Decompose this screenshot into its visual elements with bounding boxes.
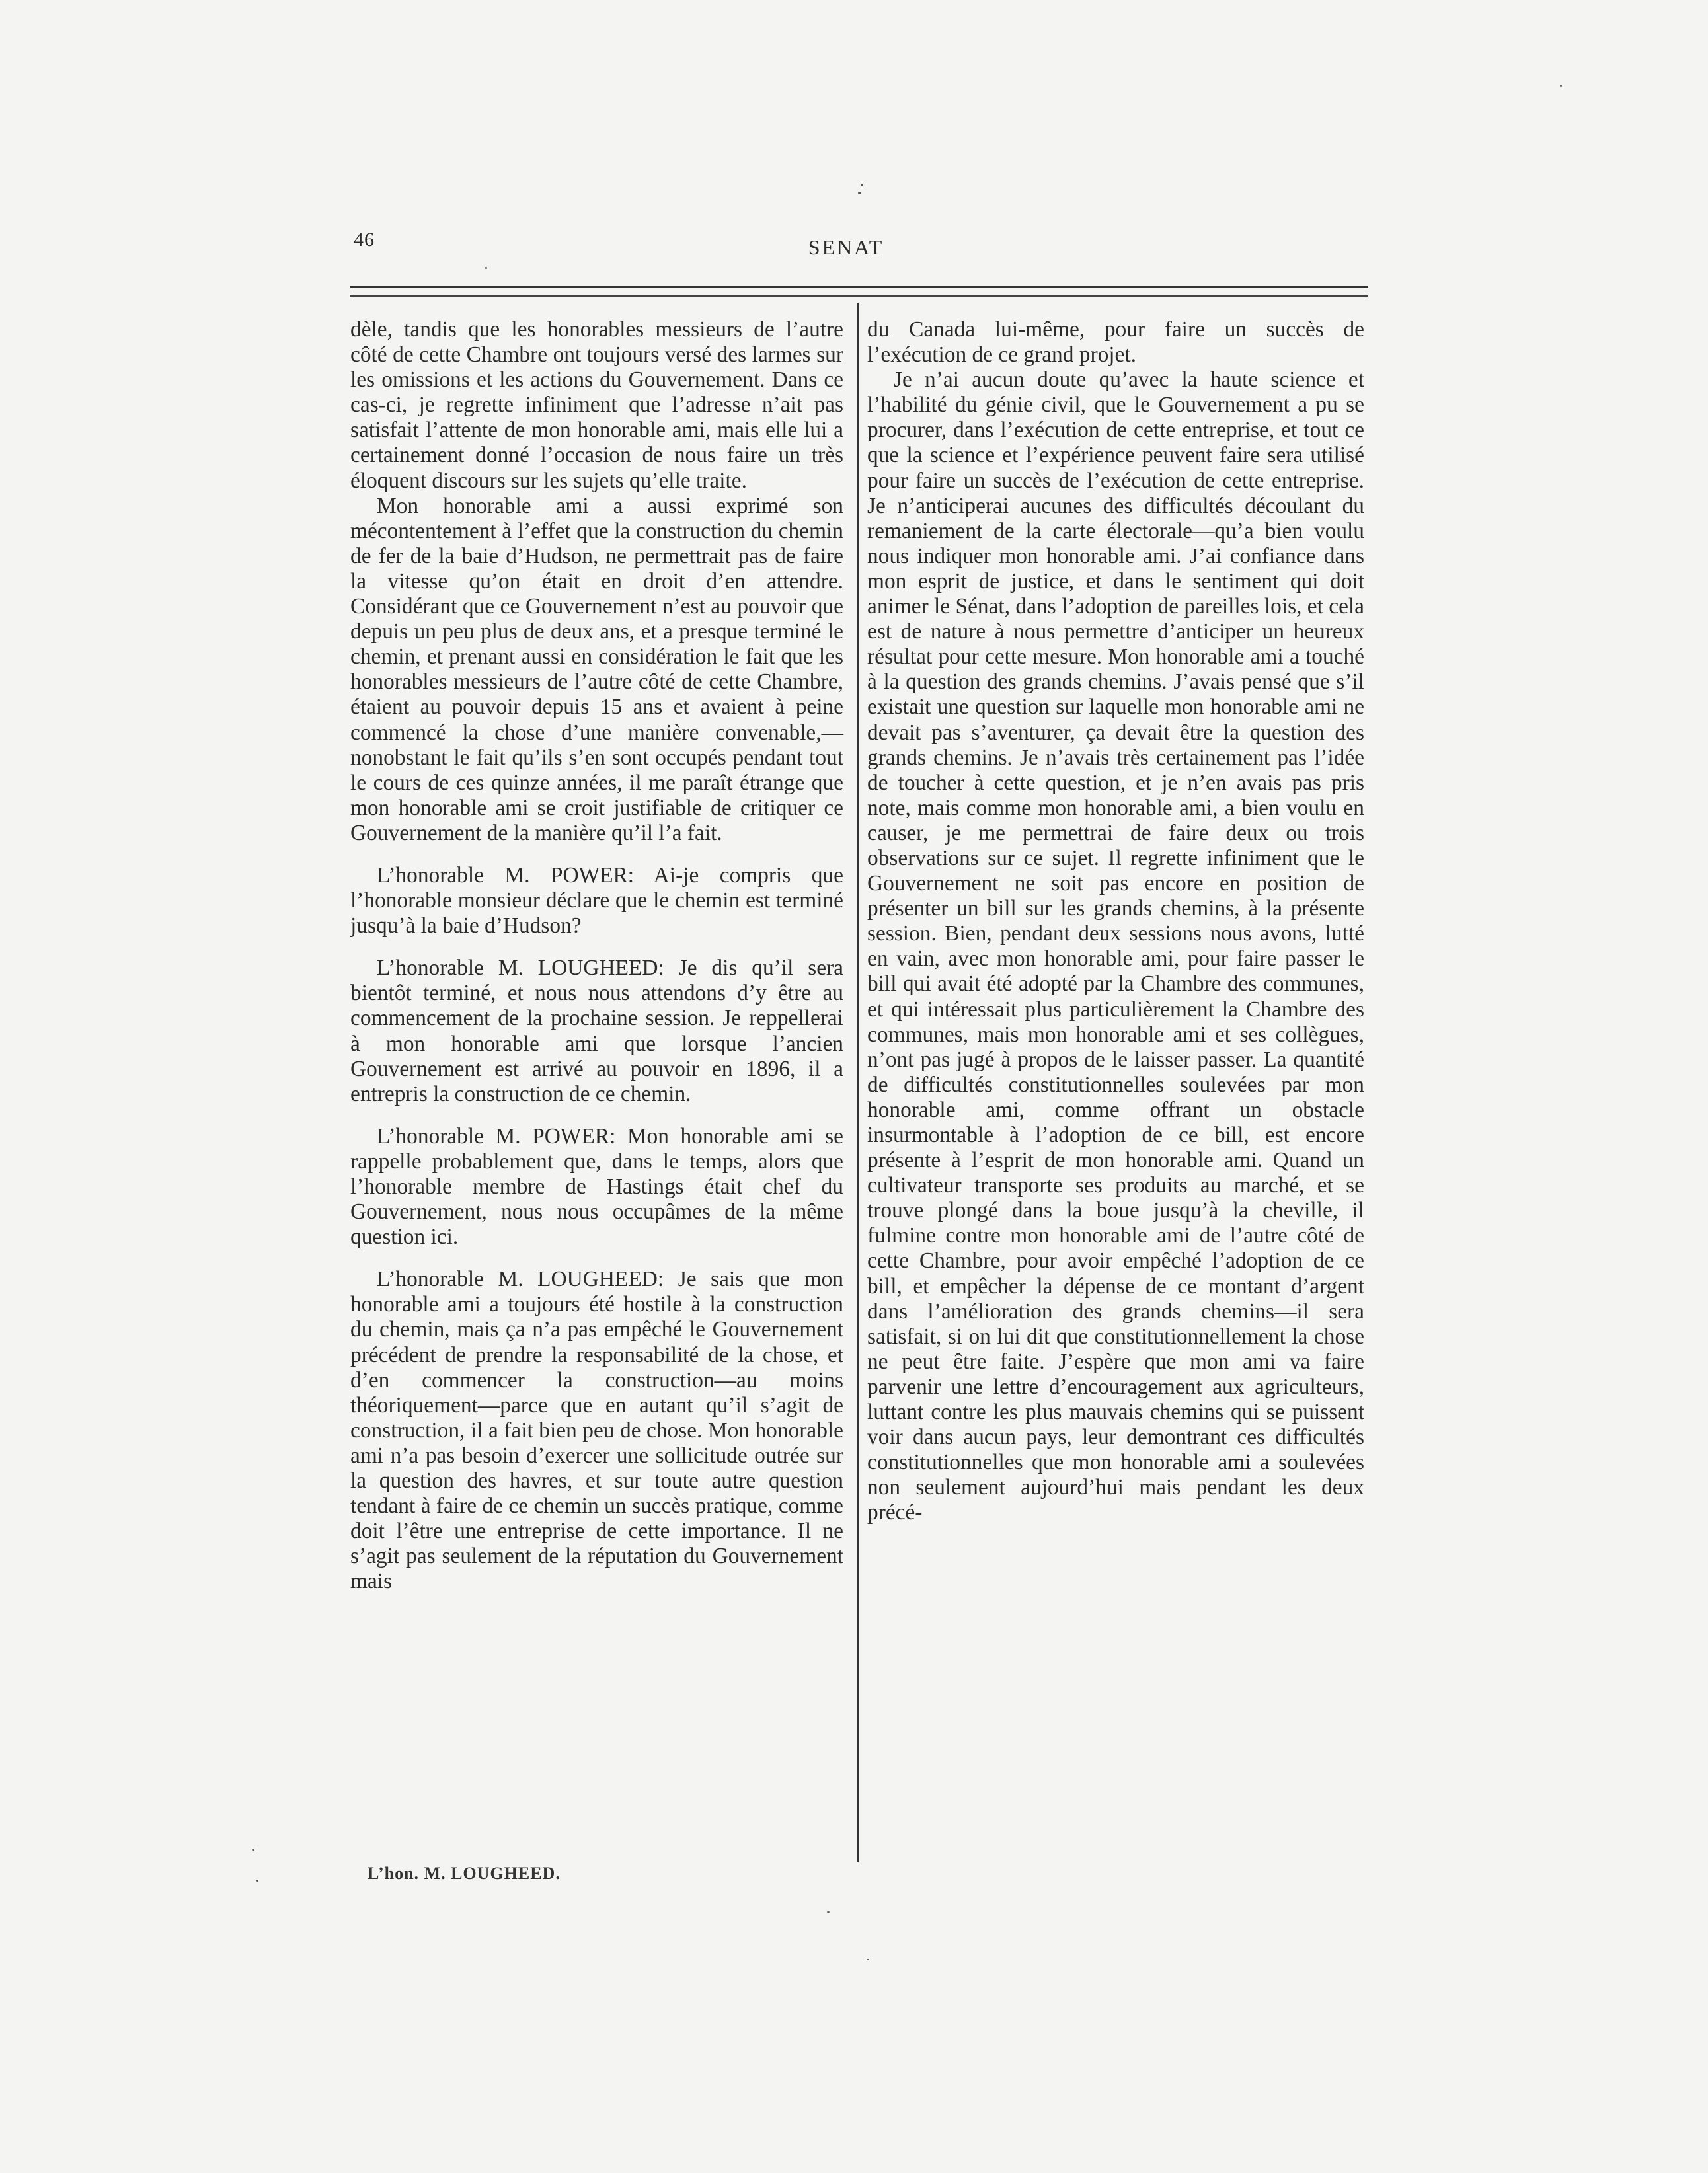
- speech-paragraph: L’honorable M. LOUGHEED: Je dis qu’il sera bientôt terminé, et nous nous attendons d’y être au commencement de la prochaine session. Je reppellerai à mon honorable ami que lorsque l’ancien Gouvernement est arrivé au pouvoir en 1896, il a entrepris la construction de ce chemin.: [350, 956, 843, 1106]
- scan-speck: [252, 1849, 254, 1851]
- scan-speck: [485, 267, 487, 269]
- header-rule-thin: [350, 295, 1368, 297]
- header-rule-thick: [350, 286, 1368, 288]
- footer-speaker: L’hon. M. LOUGHEED.: [368, 1864, 561, 1883]
- scan-speck: [827, 1911, 830, 1913]
- column-divider: [857, 303, 859, 1862]
- page-number: 46: [354, 229, 375, 250]
- paragraph: dèle, tandis que les honorables messieurs de l’autre côté de cette Chambre ont toujours versé des larmes sur les omissions et les actions du Gouvernement. Dans ce cas-ci, je regrette infiniment que l’adresse n’ait pas satisfait l’attente de mon honorable ami, mais elle lui a certainement donné l’occasion de nous faire un très éloquent discours sur les sujets qu’elle traite.: [350, 317, 843, 493]
- scan-speck: [861, 184, 863, 186]
- speech-paragraph: L’honorable M. POWER: Mon honorable ami se rappelle probablement que, dans le temps, alors que l’honorable membre de Hastings était chef du Gouvernement, nous nous occupâmes de la même question ici.: [350, 1124, 843, 1250]
- scan-speck: [867, 1959, 869, 1960]
- running-head: SENAT: [808, 235, 884, 259]
- left-column: [350, 317, 843, 1595]
- speech-paragraph: L’honorable M. LOUGHEED: Je sais que mon honorable ami a toujours été hostile à la construction du chemin, mais ça n’a pas empêché le Gouvernement précédent de prendre la responsabilité de la chose, et d’en commencer la construction—au moins théoriquement—parce que en autant qu’il s’agit de construction, il a fait bien peu de chose. Mon honorable ami n’a pas besoin d’exercer une sollicitude outrée sur la question des havres, et sur toute autre question tendant à faire de ce chemin un succès pratique, comme doit l’être une entreprise de cette importance. Il ne s’agit pas seulement de la réputation du Gouvernement mais: [350, 1267, 843, 1594]
- scan-speck: [1560, 85, 1562, 87]
- paragraph: Mon honorable ami a aussi exprimé son mécontentement à l’effet que la construction du chemin de fer de la baie d’Hudson, ne permettrait pas de faire la vitesse qu’on était en droit d’en attendre. Considérant que ce Gouvernement n’est au pouvoir que depuis un peu plus de deux ans, et a presque terminé le chemin, et prenant aussi en considération le fait que les honorables messieurs de l’autre côté de cette Chambre, étaient au pouvoir depuis 15 ans et avaient à peine commencé la chose d’une manière convenable,—nonobstant le fait qu’ils s’en sont occupés pendant tout le cours de ces quinze années, il me paraît étrange que mon honorable ami se croit justifiable de critiquer ce Gouvernement de la manière qu’il l’a fait.: [350, 493, 843, 845]
- speech-paragraph: L’honorable M. POWER: Ai-je compris que l’honorable monsieur déclare que le chemin est terminé jusqu’à la baie d’Hudson?: [350, 862, 843, 938]
- paragraph: Je n’ai aucun doute qu’avec la haute science et l’habilité du génie civil, que le Gouvernement a pu se procurer, dans l’exécution de cette entreprise, et tout ce que la science et l’expérience peuvent faire sera utilisé pour faire un succès de l’exécution de cette entreprise. Je n’anticiperai aucunes des difficultés découlant du remaniement de la carte électorale—qu’a bien voulu nous indiquer mon honorable ami. J’ai confiance dans mon esprit de justice, et dans le sentiment qui doit animer le Sénat, dans l’adoption de pareilles lois, et cela est de nature à nous permettre d’anticiper un heureux résultat pour cette mesure. Mon honorable ami a touché à la question des grands chemins. J’avais pensé que s’il existait une question sur laquelle mon honorable ami ne devait pas s’aventurer, ça devait être la question des grands chemins. Je n’avais très certainement pas l’idée de toucher à cette question, et je n’en avais pas pris note, mais comme mon honorable ami, a bien voulu en causer, je me permettrai de faire deux ou trois observations sur ce sujet. Il regrette infiniment que le Gouvernement ne soit pas encore en position de présenter un bill sur les grands chemins, à la présente session. Bien, pendant deux sessions nous avons, lutté en vain, avec mon honorable ami, pour faire passer le bill qui avait été adopté par la Chambre des communes, et qui intéressait plus particulièrement la Chambre des communes, mais mon honorable ami et ses collègues, n’ont pas jugé à propos de le laisser passer. La quantité de difficultés constitutionnelles soulevées par mon honorable ami, comme offrant un obstacle insurmontable à l’adoption de ce bill, est encore présente à l’esprit de mon honorable ami. Quand un cultivateur transporte ses produits au marché, et se trouve plongé dans la boue jusqu’à la cheville, il fulmine contre mon honorable ami de l’autre côté de cette Chambre, pour avoir empêché l’adoption de ce bill, et empêcher la dépense de ce montant d’argent dans l’amélioration des grands chemins—il sera satisfait, si on lui dit que constitutionnellement la chose ne peut être faite. J’espère que mon ami va faire parvenir une lettre d’encouragement aux agriculteurs, luttant contre les plus mauvais chemins qui se puissent voir dans aucun pays, leur demontrant ces difficultés constitutionnelles que mon honorable ami a soulevées non seulement aujourd’hui mais pendant les deux précé-: [867, 367, 1364, 1525]
- scan-speck: [858, 192, 861, 194]
- right-column: [867, 317, 1364, 1526]
- paragraph: du Canada lui-même, pour faire un succès de l’exécution de ce grand projet.: [867, 317, 1364, 367]
- scan-speck: [256, 1880, 258, 1882]
